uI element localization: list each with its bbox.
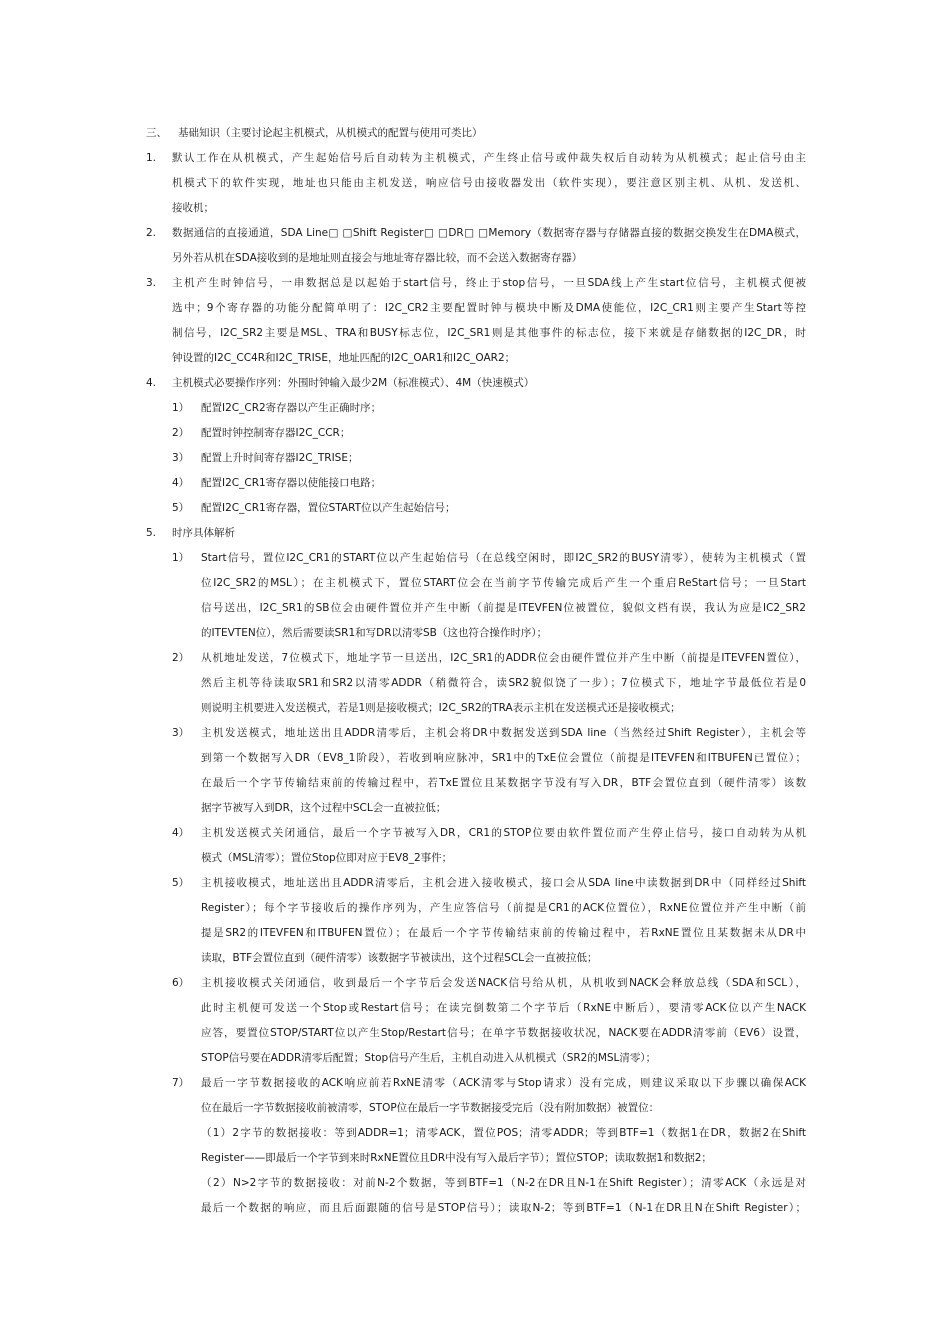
subitem-text-line: Register）；每个字节接收后的操作序列为，产生应答信号（前提是CR1的ACK位置位），RxNE位置位并产生中断（前 [201, 902, 806, 914]
continuation-line: Register——即最后一个字节到来时RxNE置位且DR中没有写入最后字节）；置位STOP；读取数据1和数据2； [201, 1152, 712, 1164]
subitem-number: 7） [172, 1077, 190, 1089]
subitem-number: 4） [172, 827, 190, 839]
item-number: 2. [146, 227, 157, 239]
section-heading: 基础知识（主要讨论起主机模式，从机模式的配置与使用可类比） [178, 127, 483, 139]
subitem-text: 配置I2C_CR2寄存器以产生正确时序； [201, 402, 382, 414]
item-number: 5. [146, 527, 157, 539]
item-text-line: 数据通信的直接通道，SDA Line□ □Shift Register□ □DR□ □Memory（数据寄存器与存储器直接的数据交换发生在DMA模式， [172, 227, 806, 239]
subitem-text-line: 位I2C_SR2的MSL）；在主机模式下，置位START位会在当前字节传输完成后产生一个重启ReStart信号；一旦Start [201, 577, 806, 589]
subitem-text: 配置I2C_CR1寄存器以使能接口电路； [201, 477, 382, 489]
subitem-text-line: 的ITEVTEN位），然后需要读SR1和写DR以清零SB（这也符合操作时序）； [201, 627, 548, 639]
subitem-text-line: STOP信号要在ADDR清零后配置；Stop信号产生后，主机自动进入从机模式（SR2的MSL清零）； [201, 1052, 657, 1064]
subitem-text-line: 模式（MSL清零）；置位Stop位即对应于EV8_2事件； [201, 852, 453, 864]
subitem-text-line: 主机接收模式关闭通信，收到最后一个字节后会发送NACK信号给从机，从机收到NACK会释放总线（SDA和SCL）， [201, 977, 806, 989]
item-text-line: 另外若从机在SDA接收到的是地址则直接会与地址寄存器比较，而不会送入数据寄存器） [172, 252, 583, 264]
subitem-text: 配置上升时间寄存器I2C_TRISE； [201, 452, 359, 464]
subitem-text-line: 信号送出，I2C_SR1的SB位会由硬件置位并产生中断（前提是ITEVFEN位被置位，貌似文档有误，我认为应是IC2_SR2 [201, 602, 806, 614]
subitem-number: 2） [172, 652, 190, 664]
subitem-text-line: 主机发送模式，地址送出且ADDR清零后，主机会将DR中数据发送到SDA line（当然经过Shift Register），主机会等 [201, 727, 806, 739]
subitem-number: 5） [172, 502, 190, 514]
subitem-text-line: 据字节被写入到DR，这个过程中SCL会一直被拉低； [201, 802, 447, 814]
item-text-line: 主机产生时钟信号，一串数据总是以起始于start信号，终止于stop信号，一旦SDA线上产生start位信号，主机模式便被 [172, 277, 806, 289]
subitem-number: 6） [172, 977, 190, 989]
section-number: 三、 [146, 127, 167, 139]
subitem-text-line: 主机发送模式关闭通信，最后一个字节被写入DR，CR1的STOP位要由软件置位而产生停止信号，接口自动转为从机 [201, 827, 806, 839]
subitem-text-line: 主机接收模式，地址送出且ADDR清零后，主机会进入接收模式，接口会从SDA line中读数据到DR中（同样经过Shift [201, 877, 806, 889]
item-text-line: 选中；9个寄存器的功能分配简单明了：I2C_CR2主要配置时钟与模块中断及DMA使能位，I2C_CR1则主要产生Start等控 [172, 302, 806, 314]
item-number: 1. [146, 152, 157, 164]
subitem-number: 1） [172, 402, 190, 414]
item-text-line: 主机模式必要操作序列：外围时钟输入最少2M（标准模式）、4M（快速模式） [172, 377, 535, 389]
subitem-text-line: 此时主机便可发送一个Stop或Restart信号；在读完倒数第二个字节后（RxNE中断后），要清零ACK位以产生NACK [201, 1002, 806, 1014]
continuation-line: 最后一个数据的响应，而且后面跟随的信号是STOP信号）；读取N-2；等到BTF=1（N-1在DR且N在Shift Register）； [201, 1202, 806, 1214]
subitem-text-line: 位在最后一字节数据接收前被清零，STOP位在最后一字节数据接受完后（没有附加数据）被置位： [201, 1102, 660, 1114]
item-number: 3. [146, 277, 157, 289]
subitem-text-line: 读取，BTF会置位直到（硬件清零）该数据字节被读出，这个过程SCL会一直被拉低； [201, 952, 598, 964]
subitem-text-line: 在最后一个字节传输结束前的传输过程中，若TxE置位且某数据字节没有写入DR，BTF会置位直到（硬件清零）该数 [201, 777, 806, 789]
item-text-line: 机模式下的软件实现，地址也只能由主机发送，响应信号由接收器发出（软件实现），要注意区别主机、从机、发送机、 [172, 177, 806, 189]
subitem-text-line: 然后主机等待读取SR1和SR2以清零ADDR（稍微符合，读SR2貌似饶了一步）；7位模式下，地址字节最低位若是0 [201, 677, 806, 689]
subitem-text-line: 应答，要置位STOP/START位以产生Stop/Restart信号；在单字节数据接收状况，NACK要在ADDR清零前（EV6）设置， [201, 1027, 806, 1039]
subitem-number: 2） [172, 427, 190, 439]
subitem-number: 4） [172, 477, 190, 489]
subitem-text-line: 从机地址发送，7位模式下，地址字节一旦送出，I2C_SR1的ADDR位会由硬件置位并产生中断（前提是ITEVFEN置位）， [201, 652, 806, 664]
subitem-text-line: 提是SR2的ITEVFEN和ITBUFEN置位）；在最后一个字节传输结束前的传输过程中，若RxNE置位且某数据未从DR中 [201, 927, 806, 939]
subitem-text: 配置I2C_CR1寄存器，置位START位以产生起始信号； [201, 502, 456, 514]
continuation-line: （1）2字节的数据接收：等到ADDR=1；清零ACK，置位POS；清零ADDR；等到BTF=1（数据1在DR，数据2在Shift [201, 1127, 806, 1139]
item-text-line: 制信号，I2C_SR2主要是MSL、TRA和BUSY标志位，I2C_SR1则是其他事件的标志位，接下来就是存储数据的I2C_DR，时 [172, 327, 806, 339]
subitem-text-line: 则说明主机要进入发送模式，若是1则是接收模式；I2C_SR2的TRA表示主机在发送模式还是接收模式； [201, 702, 681, 714]
item-text-line: 钟设置的I2C_CC4R和I2C_TRISE，地址匹配的I2C_OAR1和I2C_OAR2； [172, 352, 516, 364]
subitem-text-line: Start信号，置位I2C_CR1的START位以产生起始信号（在总线空闲时，即I2C_SR2的BUSY清零），使转为主机模式（置 [201, 552, 806, 564]
subitem-number: 5） [172, 877, 190, 889]
subitem-number: 3） [172, 452, 190, 464]
subitem-number: 3） [172, 727, 190, 739]
subitem-text: 配置时钟控制寄存器I2C_CCR； [201, 427, 351, 439]
item-text-line: 接收机； [172, 202, 214, 214]
continuation-line: （2）N>2字节的数据接收：对前N-2个数据，等到BTF=1（N-2在DR且N-1在Shift Register）；清零ACK（永远是对 [201, 1177, 806, 1189]
item-text-line: 时序具体解析 [172, 527, 235, 539]
subitem-text-line: 到第一个数据写入DR（EV8_1阶段），若收到响应脉冲，SR1中的TxE位会置位（前提是ITEVFEN和ITBUFEN已置位）； [201, 752, 806, 764]
subitem-text-line: 最后一字节数据接收的ACK响应前若RxNE清零（ACK清零与Stop请求）没有完成，则建议采取以下步骤以确保ACK [201, 1077, 806, 1089]
item-text-line: 默认工作在从机模式，产生起始信号后自动转为主机模式，产生终止信号或仲裁失权后自动转为从机模式；起止信号由主 [172, 152, 806, 164]
item-number: 4. [146, 377, 157, 389]
subitem-number: 1） [172, 552, 190, 564]
